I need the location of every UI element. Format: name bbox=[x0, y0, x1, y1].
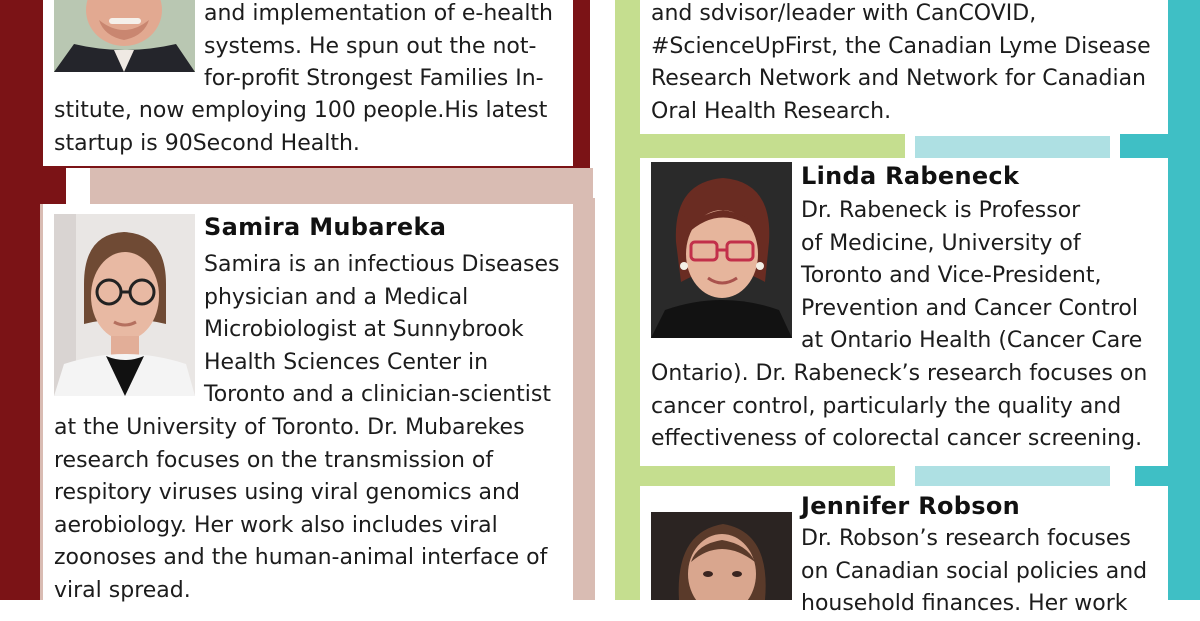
portrait-photo-robson bbox=[651, 512, 792, 600]
bio-text-mubareka-wide bbox=[54, 412, 569, 607]
bio-text-rabeneck-wide bbox=[651, 358, 1166, 456]
pink-divider-bar bbox=[90, 168, 593, 204]
maroon-side-bar bbox=[0, 0, 40, 600]
bio-line: Samira is an infectious Diseases bbox=[204, 252, 560, 277]
bio-line: research focuses on the transmission of bbox=[54, 447, 494, 473]
bio-card-right-top bbox=[640, 0, 1168, 134]
portrait-photo-rabeneck bbox=[651, 162, 792, 338]
bio-line: at the University of Toronto. Dr. Mubarekes bbox=[54, 415, 525, 440]
bio-line: stitute, now employing 100 people.His latest bbox=[54, 98, 548, 123]
green-divider-2 bbox=[640, 466, 895, 486]
bio-line: Health Sciences Center in bbox=[204, 349, 489, 375]
maroon-notch bbox=[40, 168, 66, 204]
bio-line: zoonoses and the human-animal interface of bbox=[54, 545, 548, 570]
light-teal-divider-1 bbox=[915, 136, 1110, 158]
bio-text-mubareka bbox=[204, 249, 569, 412]
bio-card-left-top bbox=[43, 0, 573, 166]
bio-line: systems. He spun out the not- bbox=[204, 33, 537, 59]
bio-line: for-profit Strongest Families In- bbox=[204, 66, 544, 91]
bio-line: Dr. Rabeneck is Professor bbox=[801, 198, 1081, 223]
bio-line: at Ontario Health (Cancer Care bbox=[801, 328, 1143, 353]
bio-text-robson bbox=[801, 523, 1166, 621]
teal-divider-2 bbox=[1135, 466, 1200, 486]
bio-line: respitory viruses using viral genomics and bbox=[54, 480, 520, 505]
bio-line: startup is 90Second Health. bbox=[54, 130, 360, 156]
bio-card-robson bbox=[640, 486, 1168, 616]
bio-line: cancer control, particularly the quality and bbox=[651, 393, 1122, 419]
bio-line: Toronto and a clinician-scientist bbox=[204, 382, 551, 407]
bio-line: of Medicine, University of bbox=[801, 230, 1081, 256]
bio-card-rabeneck bbox=[640, 158, 1168, 464]
bio-text-top-left-wide bbox=[54, 95, 569, 160]
bio-line: viral spread. bbox=[54, 577, 191, 603]
divider-gap bbox=[66, 168, 90, 204]
bio-line: Dr. Robson’s research focuses bbox=[801, 526, 1131, 551]
bio-line: Toronto and Vice-President, bbox=[801, 263, 1102, 288]
bio-line: physician and a Medical bbox=[204, 284, 469, 310]
portrait-photo-mubareka bbox=[54, 214, 195, 396]
bio-line: on Canadian social policies and bbox=[801, 558, 1148, 584]
bio-line: and implementation of e-health bbox=[204, 1, 554, 26]
teal-divider-1 bbox=[1135, 136, 1200, 158]
person-name: Samira Mubareka bbox=[204, 213, 447, 241]
portrait-photo-man bbox=[54, 0, 195, 72]
bio-card-mubareka bbox=[43, 204, 573, 603]
light-teal-divider-2 bbox=[915, 466, 1110, 486]
bio-line: effectiveness of colorectal cancer screening. bbox=[651, 426, 1143, 451]
bio-line: Research Network and Network for Canadian bbox=[651, 66, 1146, 91]
person-name: Jennifer Robson bbox=[801, 492, 1021, 520]
bio-line: Oral Health Research. bbox=[651, 98, 892, 124]
bio-line: #ScienceUpFirst, the Canadian Lyme Disease bbox=[651, 33, 1151, 59]
bio-line: Ontario). Dr. Rabeneck’s research focuses on bbox=[651, 361, 1148, 386]
bio-text-top-right bbox=[651, 0, 1166, 128]
bio-line: household finances. Her work bbox=[801, 591, 1128, 616]
bio-line: and sdvisor/leader with CanCOVID, bbox=[651, 1, 1037, 26]
person-name: Linda Rabeneck bbox=[801, 162, 1020, 190]
bio-line: aerobiology. Her work also includes viral bbox=[54, 512, 498, 538]
bio-text-top-left bbox=[204, 0, 569, 96]
green-divider-1 bbox=[640, 136, 895, 158]
bio-line: Prevention and Cancer Control bbox=[801, 295, 1138, 321]
bio-text-rabeneck bbox=[801, 195, 1166, 358]
bio-line: Microbiologist at Sunnybrook bbox=[204, 317, 524, 342]
